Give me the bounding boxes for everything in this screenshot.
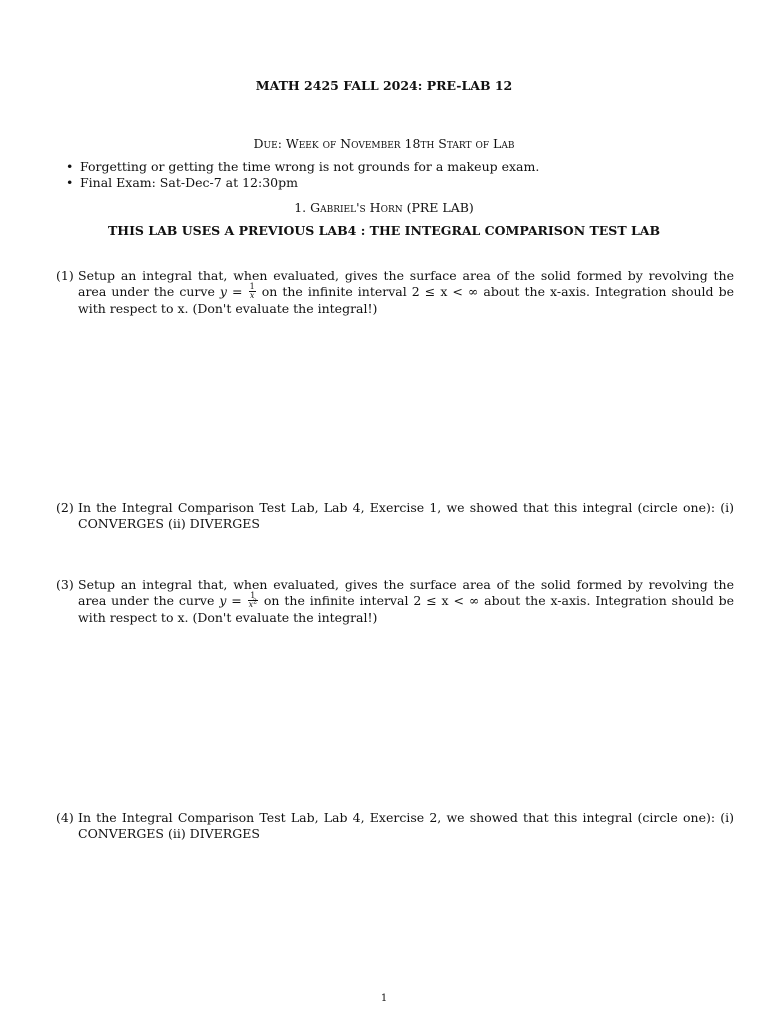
page-number: 1 xyxy=(380,993,388,1004)
problem-text xyxy=(78,577,734,626)
problem-number: (3) xyxy=(56,577,74,592)
problem-text xyxy=(78,268,734,317)
fraction xyxy=(248,592,258,609)
note-item: • Final Exam: Sat-Dec-7 at 12:30pm xyxy=(66,175,726,191)
problem-text-line1: Setup an integral that, when evaluated, gives the surface area of the solid formed by revolving the area under the curve xyxy=(78,268,734,299)
problem-text: In the Integral Comparison Test Lab, Lab 4, Exercise 2, we showed that this integral (circle one): (i) CONVERGES (ii) DIVERGES xyxy=(78,810,734,841)
document-title: MATH 2425 FALL 2024: PRE-LAB 12 xyxy=(255,78,513,93)
function-lhs: y = xyxy=(219,284,243,299)
fraction-denominator: x xyxy=(249,291,255,300)
problem-1 xyxy=(56,268,734,317)
problem-text-rest: on the infinite interval 2 ≤ x < ∞ about the x-axis. Integration should be with respect to x. (Don't evaluate the integral!) xyxy=(78,593,734,625)
section-title-suffix: (PRE LAB) xyxy=(406,200,474,215)
note-item: • Forgetting or getting the time wrong is not grounds for a makeup exam. xyxy=(66,159,726,175)
notes-list xyxy=(66,159,726,191)
fraction-exponent: 2 xyxy=(253,598,257,606)
function-lhs: y = xyxy=(219,593,242,608)
problem-number: (2) xyxy=(56,500,74,515)
problem-text-line1: Setup an integral that, when evaluated, gives the surface area of the solid formed by revolving the area under the curve xyxy=(78,577,734,608)
section-title xyxy=(0,200,768,215)
problem-text-rest: on the infinite interval 2 ≤ x < ∞ about the x-axis. Integration should be with respect to x. (Don't evaluate the integral!) xyxy=(78,284,734,316)
section-subtitle: THIS LAB USES A PREVIOUS LAB4 : THE INTEGRAL COMPARISON TEST LAB xyxy=(107,223,661,238)
due-date: Due: Week of November 18th Start of Lab xyxy=(253,136,515,151)
problem-number: (1) xyxy=(56,268,74,283)
problem-number: (4) xyxy=(56,810,74,825)
section-title-main: 1. Gabriel's Horn xyxy=(294,200,403,215)
problem-3 xyxy=(56,577,734,626)
fraction-denominator: $x^2$ xyxy=(248,598,257,609)
problem-4 xyxy=(56,810,734,842)
fraction-numerator: 1 xyxy=(248,592,258,601)
problem-text: In the Integral Comparison Test Lab, Lab 4, Exercise 1, we showed that this integral (circle one): (i) CONVERGES (ii) DIVERGES xyxy=(78,500,734,531)
problem-2 xyxy=(56,500,734,532)
fraction xyxy=(249,283,256,300)
fraction-numerator: 1 xyxy=(249,282,255,291)
